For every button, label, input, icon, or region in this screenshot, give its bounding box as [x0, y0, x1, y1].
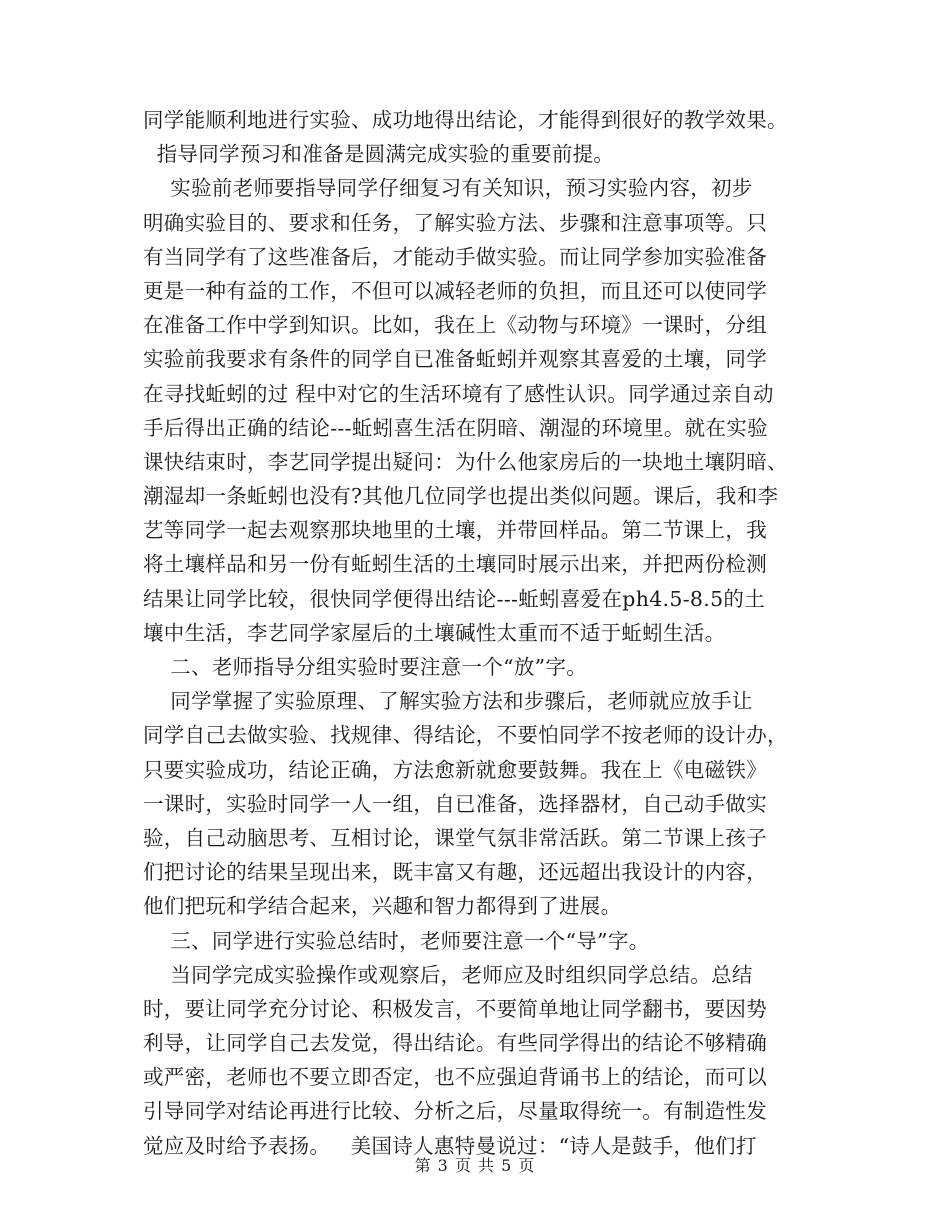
- text-line: 们把讨论的结果呈现出来，既丰富又有趣，还远超出我设计的内容，: [143, 860, 767, 885]
- section-heading: 三、同学进行实验总结时，老师要注意一个“导”字。: [143, 928, 650, 953]
- page-number-footer: 第 3 页 共 5 页: [414, 1156, 536, 1175]
- text-line: 将土壤样品和另一份有蚯蚓生活的土壤同时展示出来，并把两份检测: [143, 552, 767, 577]
- text-line: 课快结束时，李艺同学提出疑问：为什么他家房后的一块地土壤阴暗、: [143, 449, 788, 474]
- text-line: 潮湿却一条蚯蚓也没有?其他几位同学也提出类似问题。课后，我和李: [143, 484, 779, 509]
- body-text: [143, 103, 823, 1163]
- text-line: 或严密，老师也不要立即否定，也不应强迫背诵书上的结论，而可以: [143, 1065, 767, 1090]
- text-line: 明确实验目的、要求和任务，了解实验方法、步骤和注意事项等。只: [143, 210, 767, 235]
- text-line: 时，要让同学充分讨论、积极发言，不要简单地让同学翻书，要因势: [143, 996, 767, 1021]
- text-line: 实验前老师要指导同学仔细复习有关知识，预习实验内容，初步: [143, 176, 753, 201]
- text-line: 在寻找蚯蚓的过 程中对它的生活环境有了感性认识。同学通过亲自动: [143, 381, 774, 406]
- section-heading: 二、老师指导分组实验时要注意一个“放”字。: [143, 655, 588, 679]
- text-line: 同学掌握了实验原理、了解实验方法和步骤后，老师就应放手让: [143, 689, 753, 714]
- text-line: 同学能顺利地进行实验、成功地得出结论，才能得到很好的教学效果。: [143, 108, 788, 132]
- text-line: 同学自己去做实验、找规律、得结论，不要怕同学不按老师的设计办，: [143, 723, 788, 748]
- text-line: 利导，让同学自己去发觉，得出结论。有些同学得出的结论不够精确: [143, 1031, 767, 1056]
- text-line: 一课时，实验时同学一人一组，自已准备，选择器材，自己动手做实: [143, 791, 767, 816]
- text-line: 验，自己动脑思考、互相讨论，课堂气氛非常活跃。第二节课上孩子: [143, 825, 767, 850]
- text-line: 觉应及时给予表扬。 美国诗人惠特曼说过：“诗人是鼓手，他们打: [143, 1133, 757, 1158]
- text-line: 只要实验成功，结论正确，方法愈新就愈要鼓舞。我在上《电磁铁》: [143, 757, 767, 782]
- text-line: 在准备工作中学到知识。比如，我在上《动物与环境》一课时，分组: [143, 313, 767, 338]
- text-line: 结果让同学比较，很快同学便得出结论---蚯蚓喜爱在ph4.5-8.5的土: [143, 586, 766, 611]
- text-line: 他们把玩和学结合起来，兴趣和智力都得到了进展。: [143, 894, 622, 919]
- text-line: 实验前我要求有条件的同学自已准备蚯蚓并观察其喜爱的土壤，同学: [143, 347, 767, 372]
- text-line: 指导同学预习和准备是圆满完成实验的重要前提。: [143, 142, 615, 167]
- text-line: 引导同学对结论再进行比较、分析之后，尽量取得统一。有制造性发: [143, 1099, 767, 1124]
- text-line: 有当同学有了这些准备后，才能动手做实验。而让同学参加实验准备: [143, 244, 767, 269]
- text-line: 艺等同学一起去观察那块地里的土壤，并带回样品。第二节课上，我: [143, 518, 767, 543]
- text-line: 当同学完成实验操作或观察后，老师应及时组织同学总结。总结: [143, 962, 753, 987]
- text-line: 手后得出正确的结论---蚯蚓喜生活在阴暗、潮湿的环境里。就在实验: [143, 415, 768, 440]
- text-line: 壤中生活，李艺同学家屋后的土壤碱性太重而不适于蚯蚓生活。: [143, 620, 726, 645]
- text-line: 更是一种有益的工作，不但可以减轻老师的负担，而且还可以使同学: [143, 278, 767, 303]
